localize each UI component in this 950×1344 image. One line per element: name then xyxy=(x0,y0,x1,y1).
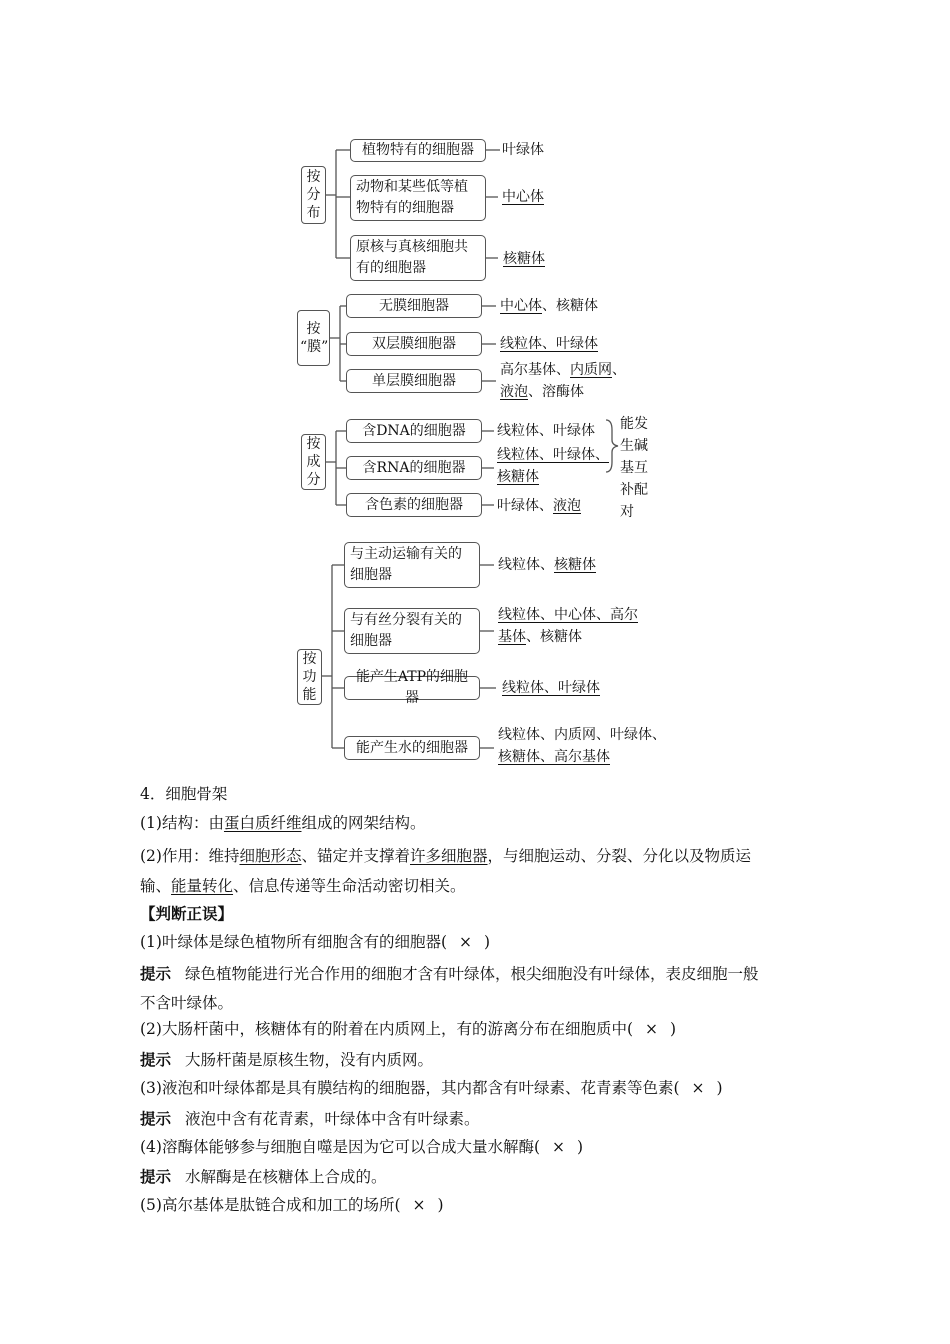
question-5: (5)高尔基体是肽链合成和加工的场所( × ) xyxy=(140,1196,444,1214)
box-atp: 能产生ATP的细胞器 xyxy=(344,676,480,700)
answer-no-membrane: 中心体、核糖体 xyxy=(500,298,598,314)
box-double-membrane: 双层膜细胞器 xyxy=(346,332,482,356)
question-1: (1)叶绿体是绿色植物所有细胞含有的细胞器( × ) xyxy=(140,933,491,951)
paragraph-function: (2)作用：维持细胞形态、锚定并支撑着许多细胞器，与细胞运动、分裂、分化以及物质运 输、能量转化、信息传递等生命活动密切相关。 xyxy=(140,847,752,895)
base-pairing-note: 能发 生碱 基互 补配 对 xyxy=(620,416,648,520)
section-heading: 4．细胞骨架 xyxy=(140,785,228,803)
answer-shared-organelle: 核糖体 xyxy=(503,251,545,267)
box-water: 能产生水的细胞器 xyxy=(344,736,480,760)
judge-heading: 【判断正误】 xyxy=(140,904,234,923)
answer-atp: 线粒体、叶绿体 xyxy=(502,680,600,696)
hint-2: 提示 大肠杆菌是原核生物，没有内质网。 xyxy=(140,1050,434,1069)
answer-contains-dna: 线粒体、叶绿体 xyxy=(497,423,595,439)
question-4: (4)溶酶体能够参与细胞自噬是因为它可以合成大量水解酶( × ) xyxy=(140,1138,584,1156)
answer-plant-specific: 叶绿体 xyxy=(502,142,544,158)
answer-mitosis: 线粒体、中心体、高尔 基体、核糖体 xyxy=(498,607,638,645)
box-single-membrane: 单层膜细胞器 xyxy=(346,369,482,393)
hint-3: 提示 液泡中含有花青素，叶绿体中含有叶绿素。 xyxy=(140,1109,480,1128)
question-2: (2)大肠杆菌中，核糖体有的附着在内质网上，有的游离分布在细胞质中( × ) xyxy=(140,1020,677,1038)
answer-contains-rna: 线粒体、叶绿体、 核糖体 xyxy=(497,447,609,485)
answer-contains-pigment: 叶绿体、液泡 xyxy=(497,498,581,514)
category-by-composition: 按 成 分 xyxy=(301,434,326,490)
box-contains-dna: 含DNA的细胞器 xyxy=(346,419,482,443)
category-by-membrane: 按 “膜” xyxy=(297,310,330,366)
category-by-distribution: 按 分 布 xyxy=(301,166,326,224)
paragraph-structure: (1)结构：由蛋白质纤维组成的网架结构。 xyxy=(140,814,426,832)
answer-single-membrane: 高尔基体、内质网、 液泡、溶酶体 xyxy=(500,362,626,400)
question-3: (3)液泡和叶绿体都是具有膜结构的细胞器，其内都含有叶绿素、花青素等色素( × ) xyxy=(140,1079,723,1097)
answer-animal-specific: 中心体 xyxy=(502,189,544,205)
box-shared-organelle: 原核与真核细胞共有的细胞器 xyxy=(350,235,486,281)
hint-4: 提示 水解酶是在核糖体上合成的。 xyxy=(140,1167,387,1186)
box-plant-specific: 植物特有的细胞器 xyxy=(350,139,486,162)
box-active-transport: 与主动运输有关的细胞器 xyxy=(344,542,480,588)
answer-double-membrane: 线粒体、叶绿体 xyxy=(500,336,598,352)
box-mitosis: 与有丝分裂有关的细胞器 xyxy=(344,608,480,654)
category-by-function: 按 功 能 xyxy=(297,649,322,705)
hint-1: 提示 绿色植物能进行光合作用的细胞才含有叶绿体，根尖细胞没有叶绿体，表皮细胞一般 不含叶绿体。 xyxy=(140,964,759,1012)
box-animal-specific: 动物和某些低等植物特有的细胞器 xyxy=(350,175,486,221)
answer-water: 线粒体、内质网、叶绿体、 核糖体、高尔基体 xyxy=(498,727,666,765)
box-contains-pigment: 含色素的细胞器 xyxy=(346,493,482,517)
box-no-membrane: 无膜细胞器 xyxy=(346,294,482,318)
answer-active-transport: 线粒体、核糖体 xyxy=(498,557,596,573)
box-contains-rna: 含RNA的细胞器 xyxy=(346,456,482,480)
